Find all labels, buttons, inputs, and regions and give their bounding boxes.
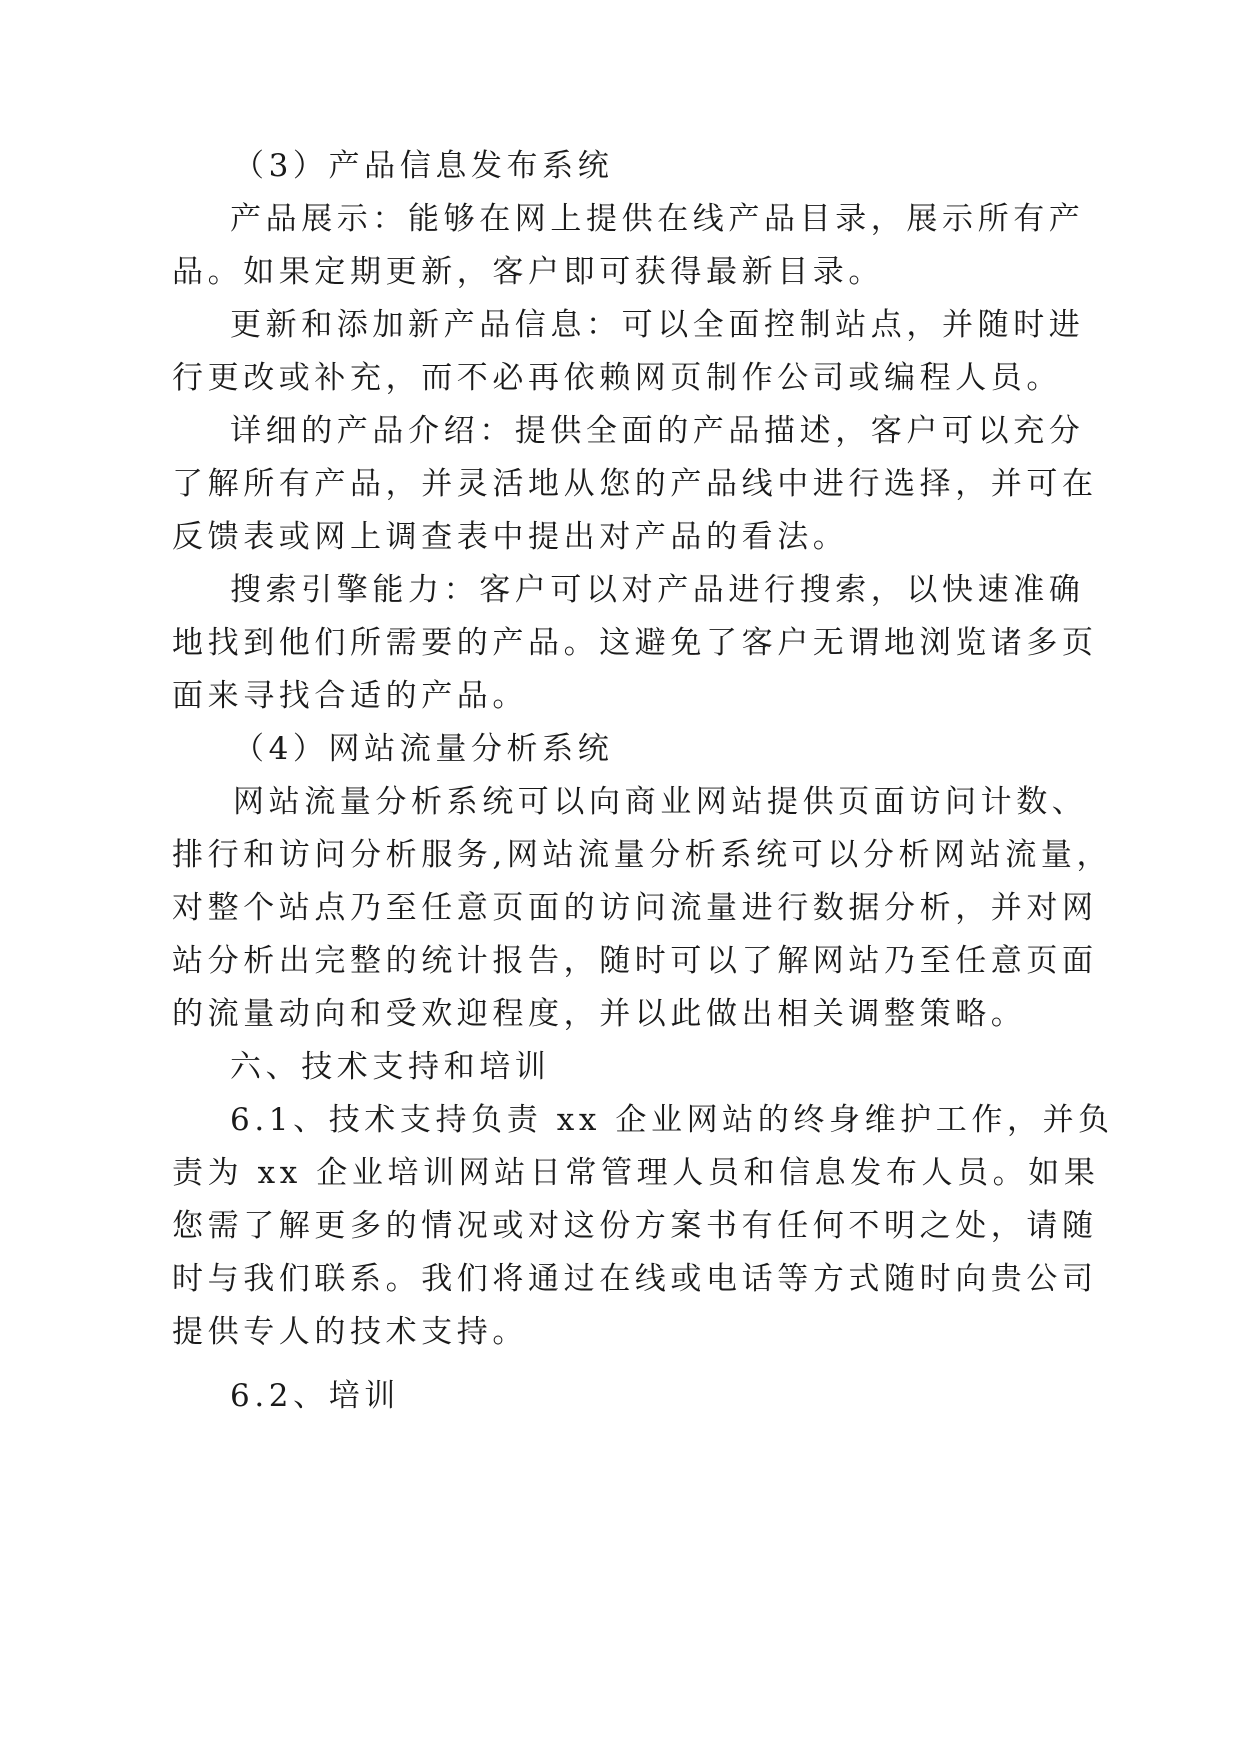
text-line: 的流量动向和受欢迎程度，并以此做出相关调整策略。 [172, 996, 1027, 1032]
text-line: 了解所有产品，并灵活地从您的产品线中进行选择，并可在 [172, 466, 1098, 502]
text-line: 面来寻找合适的产品。 [172, 678, 528, 714]
text-line: 网站流量分析系统可以向商业网站提供页面访问计数、 [233, 784, 1088, 820]
text-line: 行更改或补充，而不必再依赖网页制作公司或编程人员。 [172, 360, 1062, 396]
text-line: 站分析出完整的统计报告，随时可以了解网站乃至任意页面 [172, 943, 1098, 979]
text-line: 排行和访问分析服务,网站流量分析系统可以分析网站流量， [172, 837, 1113, 873]
heading-tech-support-training: 六、技术支持和培训 [230, 1049, 551, 1085]
heading-training: 6.2、培训 [230, 1378, 400, 1414]
text-line: 提供专人的技术支持。 [172, 1314, 528, 1350]
heading-product-info-system: （3）产品信息发布系统 [233, 148, 614, 184]
text-line: 地找到他们所需要的产品。这避免了客户无谓地浏览诸多页 [172, 625, 1098, 661]
text-line: 产品展示：能够在网上提供在线产品目录，展示所有产 [230, 201, 1085, 237]
text-line: 更新和添加新产品信息：可以全面控制站点，并随时进 [230, 307, 1085, 343]
text-line: 对整个站点乃至任意页面的访问流量进行数据分析，并对网 [172, 890, 1098, 926]
text-line: 您需了解更多的情况或对这份方案书有任何不明之处，请随 [172, 1208, 1098, 1244]
text-line: 责为 xx 企业培训网站日常管理人员和信息发布人员。如果 [172, 1155, 1100, 1191]
text-line: 品。如果定期更新，客户即可获得最新目录。 [172, 254, 884, 290]
text-line: 反馈表或网上调查表中提出对产品的看法。 [172, 519, 849, 555]
text-line: 详细的产品介绍：提供全面的产品描述，客户可以充分 [230, 413, 1085, 449]
heading-traffic-analysis-system: （4）网站流量分析系统 [233, 731, 614, 767]
text-line: 6.1、技术支持负责 xx 企业网站的终身维护工作，并负 [230, 1102, 1114, 1138]
text-line: 搜索引擎能力：客户可以对产品进行搜索，以快速准确 [230, 572, 1085, 608]
text-line: 时与我们联系。我们将通过在线或电话等方式随时向贵公司 [172, 1261, 1098, 1297]
